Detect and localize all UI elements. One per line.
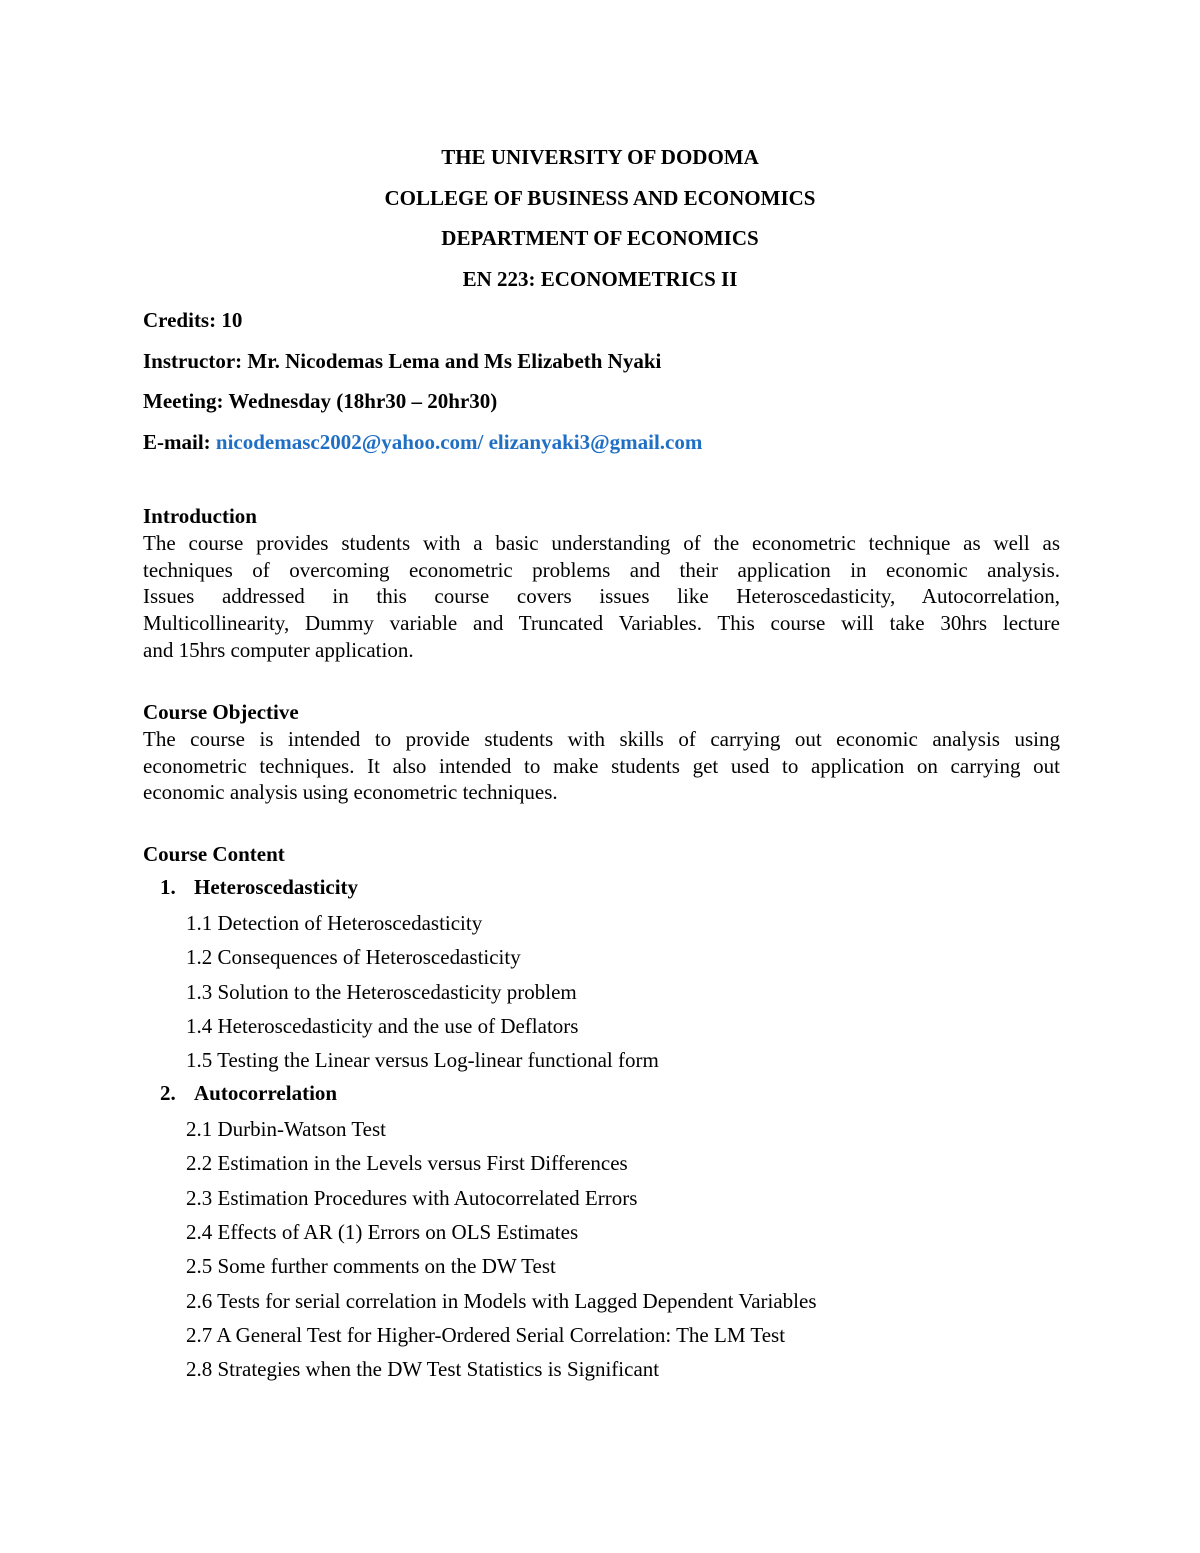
list-item: 2.3 Estimation Procedures with Autocorrelated Errors	[186, 1186, 638, 1210]
course-content-title: Course Content	[143, 842, 285, 866]
topic-title: Autocorrelation	[194, 1081, 338, 1105]
objective-line: econometric techniques. It also intended to make students get used to application on carrying out	[143, 753, 1060, 778]
list-item: 2.6 Tests for serial correlation in Models with Lagged Dependent Variables	[186, 1289, 817, 1313]
college-name: COLLEGE OF BUSINESS AND ECONOMICS	[384, 185, 816, 210]
email-link[interactable]: nicodemasc2002@yahoo.com/ elizanyaki3@gmail.com	[215, 429, 703, 454]
introduction-title: Introduction	[143, 504, 257, 528]
objective-paragraph	[143, 726, 1060, 806]
list-item: 1.3 Solution to the Heteroscedasticity problem	[186, 980, 577, 1004]
credits: Credits: 10	[143, 308, 243, 332]
introduction-paragraph	[143, 530, 1060, 663]
introduction-section	[143, 502, 1060, 663]
list-item: 2.5 Some further comments on the DW Test	[186, 1254, 556, 1278]
topic-title: Heteroscedasticity	[194, 875, 359, 899]
list-item: 2.4 Effects of AR (1) Errors on OLS Estimates	[186, 1220, 579, 1244]
objective-line: The course is intended to provide students with skills of carrying out economic analysis using	[143, 727, 1060, 751]
list-item: 2.2 Estimation in the Levels versus First Differences	[186, 1151, 628, 1175]
meeting: Meeting: Wednesday (18hr30 – 20hr30)	[143, 389, 498, 413]
list-item: 2.1 Durbin-Watson Test	[186, 1117, 387, 1141]
email-row	[143, 425, 702, 466]
department-name: DEPARTMENT OF ECONOMICS	[441, 226, 759, 250]
list-item: 1.2 Consequences of Heteroscedasticity	[186, 945, 521, 969]
document-header	[0, 139, 1200, 301]
objective-line: economic analysis using econometric techniques.	[143, 780, 558, 805]
course-content-section	[143, 840, 1060, 1381]
topic-number: 2.	[160, 1081, 176, 1105]
introduction-line: Issues addressed in this course covers issues like Heteroscedasticity, Autocorrelation,	[143, 584, 1060, 609]
topic-heading	[143, 1081, 337, 1106]
topic-heading	[143, 875, 358, 900]
topic-number: 1.	[160, 875, 176, 899]
list-item: 2.8 Strategies when the DW Test Statistics is Significant	[186, 1357, 660, 1381]
list-item: 1.5 Testing the Linear versus Log-linear functional form	[186, 1048, 659, 1072]
university-name: THE UNIVERSITY OF DODOMA	[441, 145, 759, 169]
objective-section	[143, 698, 1060, 806]
introduction-line: The course provides students with a basic understanding of the econometric technique as well as	[143, 531, 1060, 555]
introduction-line: techniques of overcoming econometric problems and their application in economic analysis.	[143, 557, 1060, 582]
course-meta	[143, 303, 702, 465]
list-item: 2.7 A General Test for Higher-Ordered Serial Correlation: The LM Test	[186, 1323, 786, 1347]
introduction-line: Multicollinearity, Dummy variable and Truncated Variables. This course will take 30hrs lecture	[143, 611, 1060, 636]
list-item: 1.1 Detection of Heteroscedasticity	[186, 911, 483, 935]
list-item: 1.4 Heteroscedasticity and the use of Deflators	[186, 1014, 579, 1038]
instructor: Instructor: Mr. Nicodemas Lema and Ms Elizabeth Nyaki	[143, 348, 662, 373]
objective-title: Course Objective	[143, 700, 299, 724]
introduction-line: and 15hrs computer application.	[143, 637, 414, 662]
email-label: E-mail:	[143, 429, 216, 454]
course-title: EN 223: ECONOMETRICS II	[462, 266, 738, 291]
